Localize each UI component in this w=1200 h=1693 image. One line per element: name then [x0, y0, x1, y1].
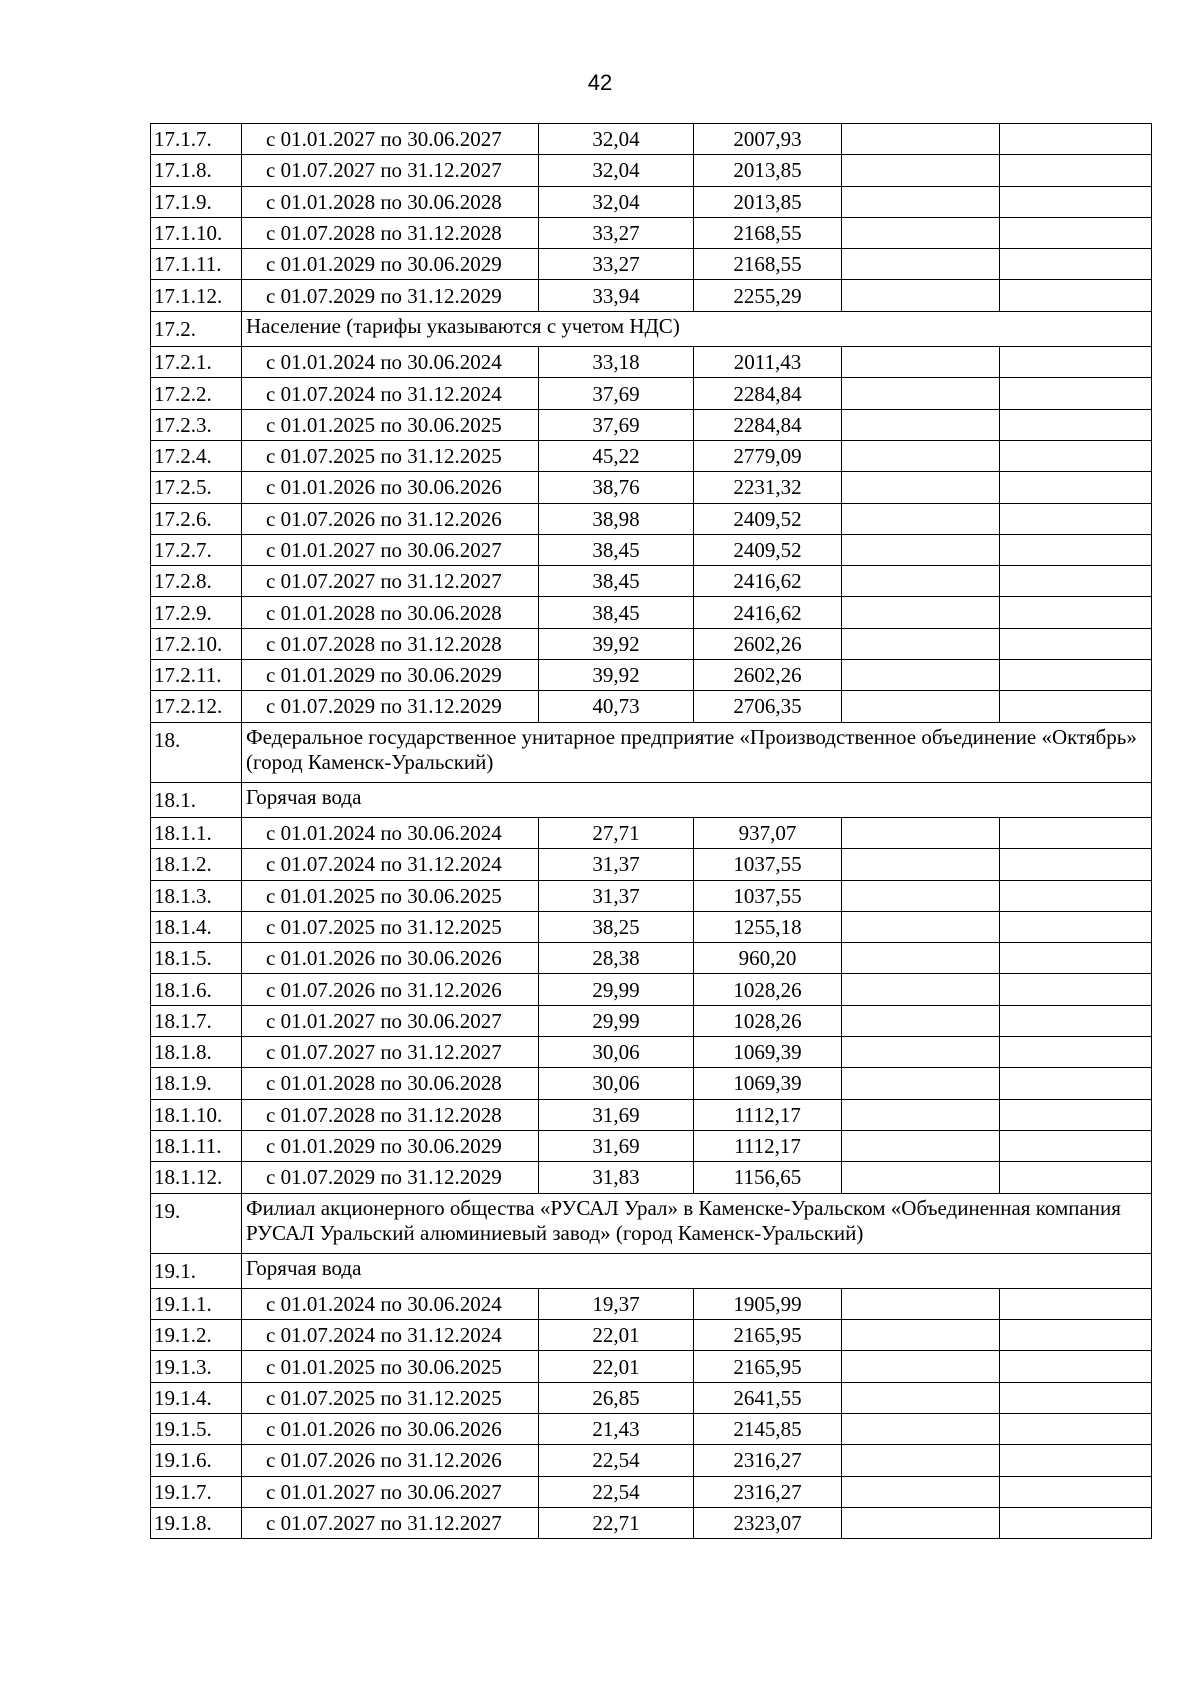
row-number: 19.1.8.: [151, 1507, 242, 1538]
tariff-value-2: 2641,55: [694, 1382, 842, 1413]
empty-cell-6: [1000, 1005, 1152, 1036]
tariff-value-1: 39,92: [539, 660, 694, 691]
tariff-value-2: 2145,85: [694, 1413, 842, 1444]
row-number: 17.1.9.: [151, 186, 242, 217]
row-number: 18.1.7.: [151, 1005, 242, 1036]
table-row: [151, 472, 1152, 503]
empty-cell-5: [842, 1130, 1000, 1161]
row-number: 17.2.1.: [151, 347, 242, 378]
table-row: [151, 817, 1152, 848]
row-number: 17.2.: [151, 311, 242, 346]
table-row: [151, 911, 1152, 942]
empty-cell-6: [1000, 1162, 1152, 1193]
table-row: [151, 440, 1152, 471]
tariff-value-2: 2231,32: [694, 472, 842, 503]
period-cell: с 01.07.2025 по 31.12.2025: [242, 440, 539, 471]
tariff-value-1: 29,99: [539, 974, 694, 1005]
empty-cell-5: [842, 217, 1000, 248]
empty-cell-5: [842, 472, 1000, 503]
period-cell: с 01.07.2026 по 31.12.2026: [242, 503, 539, 534]
table-row: [151, 378, 1152, 409]
period-cell: с 01.01.2028 по 30.06.2028: [242, 597, 539, 628]
empty-cell-6: [1000, 1288, 1152, 1319]
table-row: [151, 1382, 1152, 1413]
tariff-value-2: 2165,95: [694, 1320, 842, 1351]
tariff-value-2: 937,07: [694, 817, 842, 848]
period-cell: с 01.07.2025 по 31.12.2025: [242, 911, 539, 942]
tariff-value-2: 2416,62: [694, 597, 842, 628]
section-title: Горячая вода: [242, 782, 1152, 817]
table-row: [151, 880, 1152, 911]
section-row: [151, 1253, 1152, 1288]
period-cell: с 01.01.2024 по 30.06.2024: [242, 347, 539, 378]
tariff-value-2: 2255,29: [694, 280, 842, 311]
empty-cell-5: [842, 1413, 1000, 1444]
period-cell: с 01.01.2026 по 30.06.2026: [242, 943, 539, 974]
tariff-value-1: 33,18: [539, 347, 694, 378]
empty-cell-5: [842, 1099, 1000, 1130]
empty-cell-6: [1000, 1382, 1152, 1413]
empty-cell-6: [1000, 186, 1152, 217]
row-number: 17.2.6.: [151, 503, 242, 534]
tariff-value-2: 2316,27: [694, 1476, 842, 1507]
empty-cell-5: [842, 1507, 1000, 1538]
tariff-value-2: 2011,43: [694, 347, 842, 378]
tariff-value-1: 38,45: [539, 597, 694, 628]
row-number: 18.1.12.: [151, 1162, 242, 1193]
tariff-value-2: 1028,26: [694, 1005, 842, 1036]
empty-cell-6: [1000, 378, 1152, 409]
tariff-value-1: 39,92: [539, 628, 694, 659]
empty-cell-6: [1000, 974, 1152, 1005]
empty-cell-5: [842, 124, 1000, 155]
period-cell: с 01.07.2028 по 31.12.2028: [242, 628, 539, 659]
tariff-value-1: 30,06: [539, 1037, 694, 1068]
empty-cell-5: [842, 597, 1000, 628]
period-cell: с 01.01.2027 по 30.06.2027: [242, 1005, 539, 1036]
row-number: 18.1.2.: [151, 849, 242, 880]
row-number: 17.1.7.: [151, 124, 242, 155]
empty-cell-6: [1000, 911, 1152, 942]
table-row: [151, 534, 1152, 565]
tariff-value-2: 2323,07: [694, 1507, 842, 1538]
empty-cell-5: [842, 347, 1000, 378]
tariff-value-1: 40,73: [539, 691, 694, 722]
table-row: [151, 249, 1152, 280]
empty-cell-5: [842, 880, 1000, 911]
row-number: 17.1.11.: [151, 249, 242, 280]
empty-cell-5: [842, 503, 1000, 534]
tariff-value-2: 2409,52: [694, 534, 842, 565]
empty-cell-6: [1000, 1130, 1152, 1161]
period-cell: с 01.01.2029 по 30.06.2029: [242, 249, 539, 280]
table-row: [151, 1288, 1152, 1319]
tariff-value-2: 1112,17: [694, 1099, 842, 1130]
empty-cell-6: [1000, 409, 1152, 440]
tariff-value-2: 1037,55: [694, 849, 842, 880]
period-cell: с 01.07.2027 по 31.12.2027: [242, 155, 539, 186]
empty-cell-6: [1000, 943, 1152, 974]
tariff-value-1: 37,69: [539, 409, 694, 440]
tariff-value-2: 2416,62: [694, 566, 842, 597]
row-number: 19.: [151, 1193, 242, 1253]
row-number: 19.1.7.: [151, 1476, 242, 1507]
tariff-value-1: 19,37: [539, 1288, 694, 1319]
tariff-value-2: 2409,52: [694, 503, 842, 534]
empty-cell-6: [1000, 1099, 1152, 1130]
organization-name: Федеральное государственное унитарное предприятие «Производственное объединение «Октябрь» (город Каменск-Уральский): [242, 722, 1152, 782]
empty-cell-6: [1000, 849, 1152, 880]
organization-row: [151, 722, 1152, 782]
empty-cell-6: [1000, 660, 1152, 691]
period-cell: с 01.07.2026 по 31.12.2026: [242, 1445, 539, 1476]
table-row: [151, 1005, 1152, 1036]
tariff-value-2: 1255,18: [694, 911, 842, 942]
tariff-value-1: 22,54: [539, 1476, 694, 1507]
empty-cell-5: [842, 1382, 1000, 1413]
empty-cell-5: [842, 691, 1000, 722]
empty-cell-5: [842, 378, 1000, 409]
table-row: [151, 1413, 1152, 1444]
row-number: 18.1.10.: [151, 1099, 242, 1130]
table-row: [151, 409, 1152, 440]
empty-cell-6: [1000, 1068, 1152, 1099]
period-cell: с 01.07.2027 по 31.12.2027: [242, 1507, 539, 1538]
tariff-value-1: 31,37: [539, 880, 694, 911]
period-cell: с 01.01.2027 по 30.06.2027: [242, 124, 539, 155]
tariff-value-1: 22,01: [539, 1320, 694, 1351]
table-row: [151, 1037, 1152, 1068]
period-cell: с 01.07.2024 по 31.12.2024: [242, 849, 539, 880]
tariff-value-2: 2168,55: [694, 249, 842, 280]
row-number: 18.1.5.: [151, 943, 242, 974]
tariff-value-2: 960,20: [694, 943, 842, 974]
period-cell: с 01.01.2027 по 30.06.2027: [242, 1476, 539, 1507]
empty-cell-5: [842, 1476, 1000, 1507]
tariff-value-1: 29,99: [539, 1005, 694, 1036]
tariff-value-1: 31,69: [539, 1130, 694, 1161]
empty-cell-6: [1000, 566, 1152, 597]
period-cell: с 01.01.2027 по 30.06.2027: [242, 534, 539, 565]
section-title: Население (тарифы указываются с учетом НДС): [242, 311, 1152, 346]
period-cell: с 01.01.2026 по 30.06.2026: [242, 1413, 539, 1444]
row-number: 17.2.5.: [151, 472, 242, 503]
row-number: 17.2.8.: [151, 566, 242, 597]
empty-cell-6: [1000, 347, 1152, 378]
empty-cell-5: [842, 628, 1000, 659]
empty-cell-6: [1000, 1037, 1152, 1068]
empty-cell-6: [1000, 280, 1152, 311]
period-cell: с 01.01.2029 по 30.06.2029: [242, 1130, 539, 1161]
tariff-value-1: 38,25: [539, 911, 694, 942]
tariff-value-2: 2165,95: [694, 1351, 842, 1382]
table-row: [151, 186, 1152, 217]
row-number: 17.1.8.: [151, 155, 242, 186]
empty-cell-5: [842, 409, 1000, 440]
period-cell: с 01.01.2028 по 30.06.2028: [242, 1068, 539, 1099]
empty-cell-5: [842, 660, 1000, 691]
period-cell: с 01.07.2024 по 31.12.2024: [242, 1320, 539, 1351]
table-row: [151, 691, 1152, 722]
table-row: [151, 124, 1152, 155]
table-row: [151, 1476, 1152, 1507]
row-number: 18.1.4.: [151, 911, 242, 942]
empty-cell-5: [842, 1320, 1000, 1351]
period-cell: с 01.01.2029 по 30.06.2029: [242, 660, 539, 691]
table-row: [151, 849, 1152, 880]
tariff-value-2: 2168,55: [694, 217, 842, 248]
tariff-table: [150, 123, 1152, 1539]
row-number: 17.2.9.: [151, 597, 242, 628]
tariff-value-1: 32,04: [539, 124, 694, 155]
page-number: 42: [587, 70, 613, 95]
period-cell: с 01.01.2024 по 30.06.2024: [242, 817, 539, 848]
tariff-value-1: 37,69: [539, 378, 694, 409]
empty-cell-5: [842, 280, 1000, 311]
tariff-value-1: 31,69: [539, 1099, 694, 1130]
table-row: [151, 503, 1152, 534]
empty-cell-6: [1000, 249, 1152, 280]
table-row: [151, 1445, 1152, 1476]
empty-cell-6: [1000, 155, 1152, 186]
table-row: [151, 1351, 1152, 1382]
period-cell: с 01.07.2027 по 31.12.2027: [242, 1037, 539, 1068]
row-number: 17.2.7.: [151, 534, 242, 565]
period-cell: с 01.07.2028 по 31.12.2028: [242, 1099, 539, 1130]
tariff-value-2: 1028,26: [694, 974, 842, 1005]
tariff-value-1: 38,45: [539, 534, 694, 565]
empty-cell-6: [1000, 1445, 1152, 1476]
empty-cell-5: [842, 186, 1000, 217]
period-cell: с 01.07.2024 по 31.12.2024: [242, 378, 539, 409]
empty-cell-6: [1000, 628, 1152, 659]
table-row: [151, 1099, 1152, 1130]
table-row: [151, 217, 1152, 248]
table-row: [151, 943, 1152, 974]
row-number: 18.1.6.: [151, 974, 242, 1005]
empty-cell-5: [842, 440, 1000, 471]
table-row: [151, 347, 1152, 378]
tariff-value-2: 2706,35: [694, 691, 842, 722]
empty-cell-6: [1000, 472, 1152, 503]
empty-cell-5: [842, 249, 1000, 280]
tariff-value-1: 33,27: [539, 249, 694, 280]
row-number: 19.1.4.: [151, 1382, 242, 1413]
empty-cell-5: [842, 1037, 1000, 1068]
row-number: 17.1.10.: [151, 217, 242, 248]
tariff-value-1: 38,98: [539, 503, 694, 534]
tariff-value-1: 27,71: [539, 817, 694, 848]
tariff-value-1: 32,04: [539, 155, 694, 186]
period-cell: с 01.01.2024 по 30.06.2024: [242, 1288, 539, 1319]
tariff-value-1: 33,27: [539, 217, 694, 248]
empty-cell-5: [842, 534, 1000, 565]
tariff-value-2: 2602,26: [694, 660, 842, 691]
empty-cell-5: [842, 849, 1000, 880]
row-number: 19.1.5.: [151, 1413, 242, 1444]
tariff-value-2: 1156,65: [694, 1162, 842, 1193]
period-cell: с 01.01.2025 по 30.06.2025: [242, 1351, 539, 1382]
row-number: 19.1.1.: [151, 1288, 242, 1319]
empty-cell-6: [1000, 1320, 1152, 1351]
table-row: [151, 1068, 1152, 1099]
empty-cell-5: [842, 566, 1000, 597]
empty-cell-5: [842, 817, 1000, 848]
tariff-table-body: [151, 124, 1152, 1539]
organization-name: Филиал акционерного общества «РУСАЛ Урал» в Каменске-Уральском «Объединенная компания РУСАЛ Уральский алюминиевый завод» (город Каменск-Уральский): [242, 1193, 1152, 1253]
row-number: 17.2.2.: [151, 378, 242, 409]
tariff-value-2: 2284,84: [694, 409, 842, 440]
period-cell: с 01.07.2029 по 31.12.2029: [242, 280, 539, 311]
row-number: 18.1.1.: [151, 817, 242, 848]
tariff-value-2: 2284,84: [694, 378, 842, 409]
tariff-value-2: 1069,39: [694, 1037, 842, 1068]
row-number: 17.2.10.: [151, 628, 242, 659]
period-cell: с 01.01.2025 по 30.06.2025: [242, 409, 539, 440]
tariff-value-1: 31,37: [539, 849, 694, 880]
tariff-value-2: 1905,99: [694, 1288, 842, 1319]
tariff-value-1: 30,06: [539, 1068, 694, 1099]
empty-cell-5: [842, 1288, 1000, 1319]
table-row: [151, 155, 1152, 186]
empty-cell-5: [842, 155, 1000, 186]
tariff-value-1: 38,45: [539, 566, 694, 597]
tariff-value-2: 2013,85: [694, 186, 842, 217]
tariff-value-2: 2779,09: [694, 440, 842, 471]
table-row: [151, 628, 1152, 659]
section-row: [151, 782, 1152, 817]
row-number: 17.2.11.: [151, 660, 242, 691]
empty-cell-6: [1000, 534, 1152, 565]
tariff-value-1: 26,85: [539, 1382, 694, 1413]
empty-cell-6: [1000, 817, 1152, 848]
period-cell: с 01.07.2028 по 31.12.2028: [242, 217, 539, 248]
period-cell: с 01.07.2029 по 31.12.2029: [242, 1162, 539, 1193]
tariff-value-1: 21,43: [539, 1413, 694, 1444]
row-number: 18.1.3.: [151, 880, 242, 911]
empty-cell-5: [842, 974, 1000, 1005]
table-row: [151, 660, 1152, 691]
empty-cell-5: [842, 1068, 1000, 1099]
tariff-value-2: 2007,93: [694, 124, 842, 155]
period-cell: с 01.07.2025 по 31.12.2025: [242, 1382, 539, 1413]
row-number: 18.1.8.: [151, 1037, 242, 1068]
empty-cell-5: [842, 1351, 1000, 1382]
empty-cell-6: [1000, 597, 1152, 628]
row-number: 17.2.4.: [151, 440, 242, 471]
table-row: [151, 1507, 1152, 1538]
empty-cell-6: [1000, 124, 1152, 155]
tariff-value-2: 2013,85: [694, 155, 842, 186]
row-number: 18.: [151, 722, 242, 782]
period-cell: с 01.01.2025 по 30.06.2025: [242, 880, 539, 911]
tariff-value-1: 33,94: [539, 280, 694, 311]
row-number: 19.1.6.: [151, 1445, 242, 1476]
row-number: 19.1.2.: [151, 1320, 242, 1351]
tariff-value-1: 28,38: [539, 943, 694, 974]
row-number: 19.1.: [151, 1253, 242, 1288]
tariff-value-2: 1069,39: [694, 1068, 842, 1099]
table-row: [151, 1162, 1152, 1193]
empty-cell-6: [1000, 440, 1152, 471]
table-row: [151, 974, 1152, 1005]
row-number: 18.1.11.: [151, 1130, 242, 1161]
empty-cell-5: [842, 1445, 1000, 1476]
row-number: 19.1.3.: [151, 1351, 242, 1382]
period-cell: с 01.01.2026 по 30.06.2026: [242, 472, 539, 503]
tariff-value-1: 38,76: [539, 472, 694, 503]
empty-cell-6: [1000, 880, 1152, 911]
section-row: [151, 311, 1152, 346]
tariff-value-1: 22,01: [539, 1351, 694, 1382]
tariff-value-1: 22,71: [539, 1507, 694, 1538]
tariff-value-2: 2316,27: [694, 1445, 842, 1476]
empty-cell-6: [1000, 1507, 1152, 1538]
row-number: 17.1.12.: [151, 280, 242, 311]
empty-cell-5: [842, 1005, 1000, 1036]
row-number: 17.2.12.: [151, 691, 242, 722]
row-number: 17.2.3.: [151, 409, 242, 440]
table-row: [151, 597, 1152, 628]
organization-row: [151, 1193, 1152, 1253]
tariff-value-1: 32,04: [539, 186, 694, 217]
table-row: [151, 280, 1152, 311]
row-number: 18.1.9.: [151, 1068, 242, 1099]
table-row: [151, 566, 1152, 597]
table-row: [151, 1320, 1152, 1351]
empty-cell-5: [842, 1162, 1000, 1193]
empty-cell-5: [842, 911, 1000, 942]
period-cell: с 01.07.2026 по 31.12.2026: [242, 974, 539, 1005]
empty-cell-6: [1000, 503, 1152, 534]
section-title: Горячая вода: [242, 1253, 1152, 1288]
tariff-value-1: 22,54: [539, 1445, 694, 1476]
period-cell: с 01.01.2028 по 30.06.2028: [242, 186, 539, 217]
tariff-value-2: 2602,26: [694, 628, 842, 659]
empty-cell-6: [1000, 1413, 1152, 1444]
period-cell: с 01.07.2029 по 31.12.2029: [242, 691, 539, 722]
empty-cell-6: [1000, 217, 1152, 248]
empty-cell-6: [1000, 691, 1152, 722]
period-cell: с 01.07.2027 по 31.12.2027: [242, 566, 539, 597]
tariff-value-2: 1112,17: [694, 1130, 842, 1161]
tariff-value-1: 45,22: [539, 440, 694, 471]
empty-cell-6: [1000, 1476, 1152, 1507]
empty-cell-5: [842, 943, 1000, 974]
row-number: 18.1.: [151, 782, 242, 817]
empty-cell-6: [1000, 1351, 1152, 1382]
tariff-value-1: 31,83: [539, 1162, 694, 1193]
table-row: [151, 1130, 1152, 1161]
tariff-value-2: 1037,55: [694, 880, 842, 911]
